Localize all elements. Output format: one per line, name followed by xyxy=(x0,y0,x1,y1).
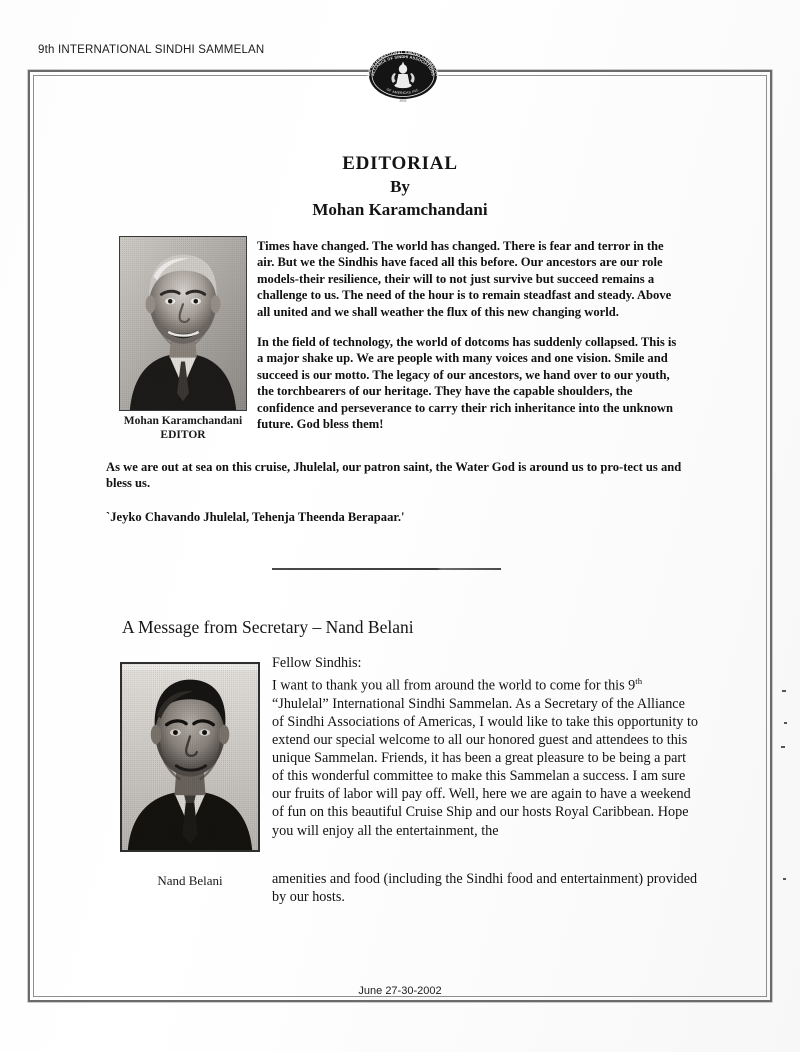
editor-photo-block xyxy=(119,236,247,442)
editorial-author: Mohan Karamchandani xyxy=(312,200,488,219)
footer-date: June 27-30-2002 xyxy=(358,985,442,997)
scan-artifact xyxy=(783,878,786,880)
secretary-text-after-superscript: “Jhulelal” International Sindhi Sammelan. As a Secretary of the Alliance of Sindhi Associations of Americas, I would like to take this opportunity to extend our special welcome to all our honored guest and attendees to this unique Sammelan. Friends, it has been a great pleasure to be being a part of this wonderful committee to make this Sammelan a success. I am sure our fruits of labor will pay off. Well, here we are again to have a weekend of fun on this beautiful Cruise Ship and our hosts Royal Caribbean. Hope you will enjoy all the entertainment, the xyxy=(272,695,698,839)
section-divider xyxy=(272,568,501,570)
secretary-main-paragraph xyxy=(272,672,700,840)
secretary-continuation-paragraph: amenities and food (including the Sindhi food and entertainment) provided by our hosts. xyxy=(272,871,698,906)
editorial-by-label: By xyxy=(390,177,410,196)
secretary-salutation: Fellow Sindhis: xyxy=(272,655,362,671)
running-head: 9th INTERNATIONAL SINDHI SAMMELAN xyxy=(38,44,265,56)
svg-text:OF AMERICAS INC.: OF AMERICAS INC. xyxy=(385,87,421,96)
scan-artifact xyxy=(782,690,786,692)
secretary-message-body xyxy=(272,654,700,840)
editor-caption-role: EDITOR xyxy=(160,428,206,441)
secretary-photo-caption: Nand Belani xyxy=(157,873,223,888)
editor-photo-caption xyxy=(119,415,247,442)
svg-text:2002: 2002 xyxy=(399,98,407,103)
sindhi-sammelan-emblem-icon xyxy=(361,47,445,103)
scan-artifact xyxy=(784,722,787,724)
editorial-body xyxy=(257,238,677,432)
editorial-quote: `Jeyko Chavando Jhulelal, Tehenja Theenda Berapaar.' xyxy=(106,510,405,524)
editorial-heading xyxy=(0,152,800,222)
secretary-text-before-superscript: I want to thank you all from around the world to come for this 9 xyxy=(272,677,636,694)
editorial-paragraph-2: In the field of technology, the world of dotcoms has suddenly collapsed. This is a major shake up. We are people with many voices and one vision. Smile and succeed is our motto. The legacy of our ancestors, we hand over to our youth, the torchbearers of our heritage. They have the capable shoulders, the confidence and perseverance to carry their rich inheritance into the unknown future. God bless them! xyxy=(257,335,677,432)
svg-text:ALLIANCE OF SINDHI ASSOCIATION: ALLIANCE OF SINDHI ASSOCIATIONS xyxy=(370,53,436,77)
editor-caption-name: Mohan Karamchandani xyxy=(123,415,243,427)
portrait-of-mohan-karamchandani xyxy=(119,236,247,411)
portrait-of-nand-belani xyxy=(120,662,260,852)
secretary-photo-block xyxy=(120,662,260,888)
ordinal-superscript: th xyxy=(635,676,643,687)
secretary-message-heading: A Message from Secretary – Nand Belani xyxy=(122,617,414,637)
scan-artifact xyxy=(781,746,785,748)
editorial-paragraph-1: Times have changed. The world has changed. There is fear and terror in the air. But we the Sindhis have faced all this before. Our ancestors are our role models-their resilience, their will to not just survive but succeed remains a challenge to us. The need of the hour is to remain steadfast and steady. Above all united and we shall weather the flux of this new changing world. xyxy=(257,239,672,319)
svg-text:9th INTERNATIONAL SINDHI SAMME: 9th INTERNATIONAL SINDHI SAMMELAN xyxy=(365,49,441,77)
editorial-title: EDITORIAL xyxy=(342,153,458,174)
editorial-closing-paragraph: As we are out at sea on this cruise, Jhulelal, our patron saint, the Water God is around us to pro-tect us and bless us. xyxy=(106,460,682,491)
secretary-message-continuation xyxy=(272,870,700,906)
